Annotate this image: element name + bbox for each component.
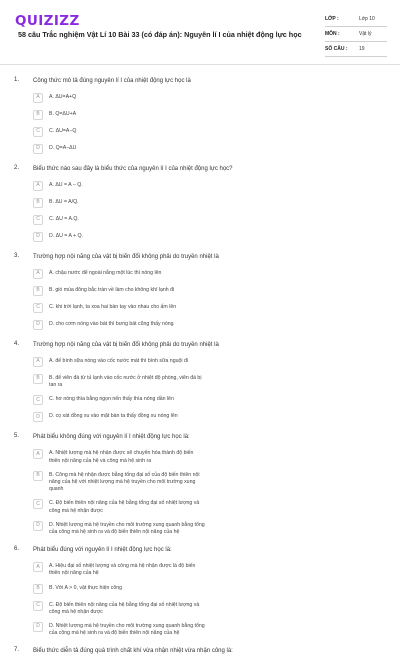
option-text: A. đế bình sữa nóng vào cốc nước mát thì bình sữa nguội đi bbox=[49, 358, 188, 364]
option-text: C. Độ biến thiên nội năng của hệ bằng tổng đại số nhiệt lượng và công mà hệ nhận được bbox=[49, 601, 200, 615]
question-number: 3. bbox=[14, 253, 20, 259]
answer-option[interactable] bbox=[33, 470, 206, 494]
option-text: A. Nhiệt lượng mà hệ nhận được sẽ chuyển hóa thành độ biến thiên nội năng của hệ và công mà hệ sinh ra bbox=[49, 450, 194, 464]
question-item bbox=[0, 647, 400, 655]
option-letter-box[interactable]: B bbox=[33, 584, 43, 594]
option-text: D. cho cơm nóng vào bát thì bưng bát cũng thấy nóng bbox=[49, 321, 174, 327]
question-text: Biểu thức diễn tả đúng quá trình chất khí vừa nhận nhiệt vừa nhận công là: bbox=[33, 648, 233, 655]
answer-option[interactable] bbox=[33, 621, 206, 637]
option-text: B. để viên đá từ tủ lạnh vào cốc nước ở nhiệt độ phòng, viên đá bị tan ra bbox=[49, 375, 202, 389]
answer-option[interactable] bbox=[33, 180, 206, 192]
question-list bbox=[0, 77, 400, 665]
question-item bbox=[0, 341, 400, 423]
option-letter-box[interactable]: D bbox=[33, 232, 43, 242]
option-letter-box[interactable]: B bbox=[33, 374, 43, 384]
question-number: 7. bbox=[14, 647, 20, 654]
answer-option[interactable] bbox=[33, 520, 206, 536]
document-header bbox=[0, 0, 400, 64]
option-text: A. Hiệu đại số nhiệt lượng và công mà hệ nhận được là độ biến thiên nội năng của hệ bbox=[49, 563, 196, 577]
answer-option[interactable] bbox=[33, 143, 206, 155]
answer-options bbox=[33, 180, 386, 243]
option-text: B. Q=ΔU+A bbox=[49, 111, 77, 117]
answer-option[interactable] bbox=[33, 356, 206, 368]
answer-option[interactable] bbox=[33, 319, 206, 331]
answer-option[interactable] bbox=[33, 394, 206, 406]
question-number: 4. bbox=[14, 341, 20, 347]
option-text: C. Độ biến thiên nội năng của hệ bằng tổng đại số nhiệt lượng và công mà hệ nhận được bbox=[49, 500, 200, 514]
answer-option[interactable] bbox=[33, 109, 206, 121]
meta-label: MÔN : bbox=[325, 31, 340, 37]
option-letter-box[interactable]: C bbox=[33, 215, 43, 225]
question-text: Công thức mô tả đúng nguyên lí I của nhiệt động lực học là bbox=[33, 78, 191, 84]
option-text: C. khi trời lạnh, ta xoa hai bàn tay vào nhau cho ấm lên bbox=[49, 304, 177, 310]
option-text: B. Công mà hệ nhận được bằng tổng đại số của độ biến thiên nội năng của hệ với nhiệt lượng mà hệ truyền cho môi trường xung quanh bbox=[49, 471, 200, 493]
option-text: C. ΔU=A−Q bbox=[49, 128, 77, 134]
question-text: Trường hợp nội năng của vật bị biến đổi không phải do truyền nhiệt là bbox=[33, 254, 219, 260]
option-letter-box[interactable]: D bbox=[33, 412, 43, 422]
answer-option[interactable] bbox=[33, 231, 206, 243]
option-letter-box[interactable]: C bbox=[33, 499, 43, 509]
option-text: A. ΔU = A − Q. bbox=[49, 182, 83, 188]
option-letter-box[interactable]: A bbox=[33, 269, 43, 279]
option-letter-box[interactable]: D bbox=[33, 521, 43, 531]
page-title: 58 câu Trắc nghiệm Vật Lí 10 Bài 33 (có đáp án): Nguyên lí I của nhiệt động lực học bbox=[18, 30, 302, 39]
option-letter-box[interactable]: A bbox=[33, 181, 43, 191]
meta-value: 19 bbox=[359, 46, 365, 52]
answer-option[interactable] bbox=[33, 498, 206, 514]
option-text: D. ΔU = A + Q. bbox=[49, 233, 84, 239]
answer-option[interactable] bbox=[33, 92, 206, 104]
question-item bbox=[0, 433, 400, 536]
option-text: A. chậu nước để ngoài nắng một lúc thì nóng lên bbox=[49, 270, 162, 276]
option-text: D. Nhiệt lượng mà hệ truyền cho môi trường xung quanh bằng tổng của công mà hệ sinh ra và độ biến thiên nội năng của hệ bbox=[49, 521, 205, 536]
answer-options bbox=[33, 268, 386, 331]
question-item bbox=[0, 253, 400, 331]
option-text: D. cọ xát đồng xu vào mặt bàn ta thấy đồng xu nóng lên bbox=[49, 413, 178, 420]
answer-option[interactable] bbox=[33, 373, 206, 389]
question-item bbox=[0, 546, 400, 637]
answer-option[interactable] bbox=[33, 197, 206, 209]
answer-option[interactable] bbox=[33, 302, 206, 314]
answer-option[interactable] bbox=[33, 126, 206, 138]
option-letter-box[interactable]: D bbox=[33, 622, 43, 632]
meta-row-count bbox=[325, 42, 387, 57]
option-letter-box[interactable]: B bbox=[33, 198, 43, 208]
option-letter-box[interactable]: D bbox=[33, 320, 43, 330]
option-letter-box[interactable]: B bbox=[33, 110, 43, 120]
answer-options bbox=[33, 561, 386, 637]
option-letter-box[interactable]: D bbox=[33, 144, 43, 154]
question-number: 6. bbox=[14, 546, 20, 553]
meta-value: Lớp 10 bbox=[359, 16, 375, 22]
meta-label: LỚP : bbox=[325, 16, 339, 22]
answer-options bbox=[33, 448, 386, 536]
answer-option[interactable] bbox=[33, 600, 206, 616]
option-text: B. gió mùa đông bắc tràn về làm cho không khí lạnh đi bbox=[49, 287, 175, 293]
answer-option[interactable] bbox=[33, 214, 206, 226]
option-letter-box[interactable]: C bbox=[33, 303, 43, 313]
answer-option[interactable] bbox=[33, 411, 206, 423]
option-letter-box[interactable]: A bbox=[33, 562, 43, 572]
option-letter-box[interactable]: C bbox=[33, 127, 43, 137]
answer-option[interactable] bbox=[33, 583, 206, 595]
answer-options bbox=[33, 356, 386, 423]
quizizz-logo: QUIZIZZ bbox=[15, 13, 80, 29]
option-letter-box[interactable]: B bbox=[33, 471, 43, 481]
question-item bbox=[0, 77, 400, 155]
option-text: D. Q=A−ΔU bbox=[49, 145, 77, 151]
question-number: 2. bbox=[14, 165, 20, 171]
question-text: Phát biểu không đúng với nguyên lí I nhiệt động lực học là: bbox=[33, 434, 190, 441]
answer-option[interactable] bbox=[33, 448, 206, 464]
answer-option[interactable] bbox=[33, 561, 206, 577]
question-item bbox=[0, 165, 400, 243]
meta-row-subject bbox=[325, 27, 387, 42]
option-letter-box[interactable]: C bbox=[33, 395, 43, 405]
question-number: 1. bbox=[14, 77, 20, 83]
meta-row-class bbox=[325, 12, 387, 27]
option-text: A. ΔU=A+Q bbox=[49, 94, 77, 100]
option-letter-box[interactable]: A bbox=[33, 449, 43, 459]
option-text: D. Nhiệt lượng mà hệ truyền cho môi trường xung quanh bằng tổng của công mà hệ sinh ra và độ biến thiên nội năng của hệ bbox=[49, 623, 205, 637]
question-text: Biểu thức nào sau đây là biểu thức của nguyên lí I của nhiệt động lực học? bbox=[33, 166, 233, 172]
question-number: 5. bbox=[14, 433, 20, 440]
option-text: C. ΔU = A.Q. bbox=[49, 216, 79, 222]
option-text: B. ΔU = A/Q. bbox=[49, 199, 79, 205]
meta-label: SỐ CÂU : bbox=[325, 46, 348, 52]
option-text: C. hơ nóng thìa bằng ngọn nến thấy thìa nóng dần lên bbox=[49, 396, 174, 403]
answer-option[interactable] bbox=[33, 285, 206, 297]
option-letter-box[interactable]: B bbox=[33, 286, 43, 296]
option-letter-box[interactable]: A bbox=[33, 357, 43, 367]
question-text: Trường hợp nội năng của vật bị biến đổi không phải do truyền nhiệt là bbox=[33, 342, 219, 348]
question-text: Phát biểu đúng với nguyên lí I nhiệt động lực học là: bbox=[33, 547, 172, 554]
meta-table bbox=[325, 12, 387, 57]
option-text: B. Với A > 0, vật thực hiện công bbox=[49, 584, 123, 591]
option-letter-box[interactable]: C bbox=[33, 601, 43, 611]
header-divider bbox=[0, 64, 400, 65]
answer-options bbox=[33, 92, 386, 155]
meta-value: Vật lý bbox=[359, 31, 372, 37]
answer-option[interactable] bbox=[33, 268, 206, 280]
option-letter-box[interactable]: A bbox=[33, 93, 43, 103]
